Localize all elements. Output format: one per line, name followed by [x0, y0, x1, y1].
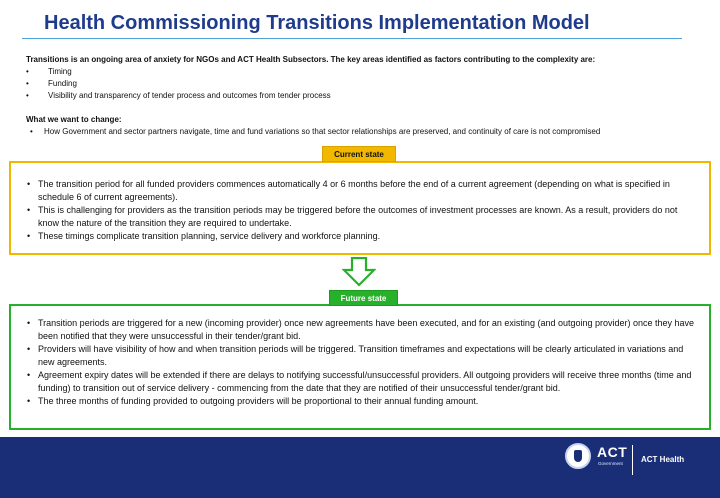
change-item: • How Government and sector partners navigate, time and fund variations so that sector relationships are preserved, and continuity of care is not compromised — [26, 126, 706, 138]
current-state-item: • This is challenging for providers as the transition periods may be triggered before the outcomes of investment processes are known. As a result, providers do not know the nature of the transition they are required to undertake. — [27, 204, 699, 230]
current-state-box — [9, 161, 711, 255]
factor-item: • Visibility and transparency of tender process and outcomes from tender process — [26, 90, 706, 102]
future-state-item: • Providers will have visibility of how and when transition periods will be triggered. Transition timeframes and expectations will be clearly articulated in variations and new agreements. — [27, 343, 699, 369]
future-state-label: Future state — [329, 290, 398, 306]
title-underline — [22, 38, 682, 39]
org-name: ACT Health — [641, 455, 685, 464]
future-state-item: • Transition periods are triggered for a new (incoming provider) once new agreements have been executed, and for an existing (and outgoing provider) once they have been notified that they were unsuccessful in their tender/grant bid. — [27, 317, 699, 343]
down-arrow-icon — [342, 257, 376, 287]
factor-item: • Funding — [26, 78, 706, 90]
current-state-item: • These timings complicate transition planning, service delivery and workforce planning. — [27, 230, 699, 243]
act-logo-subtext: Government — [598, 461, 623, 466]
factor-list — [26, 66, 706, 102]
future-state-item: • Agreement expiry dates will be extended if there are delays to notifying successful/unsuccessful providers. All outgoing providers will receive three months (time and funding) to transition out of service delivery - commencing from the date that they are notified of their unsuccessful tender/grant bid. — [27, 369, 699, 395]
current-state-list — [27, 178, 699, 243]
future-state-box — [9, 304, 711, 430]
change-list — [26, 126, 706, 138]
intro-section — [26, 54, 706, 138]
act-crest-icon — [565, 443, 591, 469]
act-logo-text: ACT — [597, 444, 628, 460]
logo-divider — [632, 445, 633, 475]
intro-heading: Transitions is an ongoing area of anxiety for NGOs and ACT Health Subsectors. The key areas identified as factors contributing to the complexity are: — [26, 55, 596, 64]
future-state-list — [27, 317, 699, 408]
change-heading: What we want to change: — [26, 115, 122, 124]
future-state-item: • The three months of funding provided to outgoing providers will be proportional to their annual funding amount. — [27, 395, 699, 408]
factor-item: • Timing — [26, 66, 706, 78]
page-title: Health Commissioning Transitions Implementation Model — [44, 12, 590, 34]
current-state-label: Current state — [322, 146, 396, 162]
current-state-item: • The transition period for all funded providers commences automatically 4 or 6 months before the end of a current agreement (depending on what is specified in schedule 6 of current agreements). — [27, 178, 699, 204]
